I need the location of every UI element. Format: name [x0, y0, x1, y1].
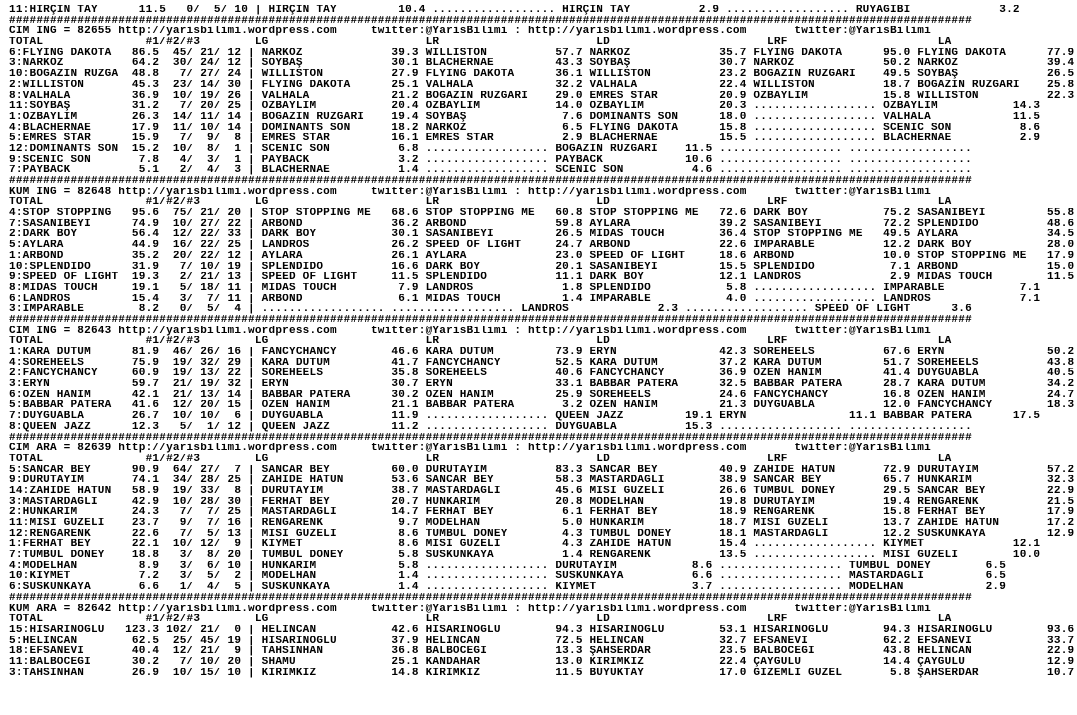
result-row: 11:BALBÖCEĞİ 30.2 7/ 10/ 20 | SHAMU 25.1 KANDAHAR 13.0 KIRIMKIZ 22.4 ÇAYGÜLÜ 14.4 ÇAYGÜLÜ 12.9	[9, 656, 1075, 668]
result-row: 12:DOMINANTS SON 15.2 10/ 8/ 1 | SCENIC SON 6.8 .................. BOĞAZIN RÜZGARI 11.5 .................. ..................	[9, 143, 972, 155]
result-row: 3:NARKOZ 64.2 30/ 24/ 12 | SOYBAŞ 30.1 BLACHERNAE 43.3 SOYBAŞ 30.7 NARKOZ 50.2 NARKOZ 39.4	[9, 58, 1075, 70]
result-row: 11:SOYBAŞ 31.2 7/ 20/ 25 | ÖZBAYLIM 20.4 ÖZBAYLIM 14.0 ÖZBAYLIM 20.3 .................. ÖZBAYLIM 14.3	[9, 101, 1041, 112]
race-header-line: KUM ING = 82648 http://yarisbilimi.wordpress.com twitter:@YarisBilimi : http://yarisbilimi.wordpress.com twitter:@YarisBilimi	[9, 186, 931, 198]
result-row: 10:KIYMET 7.2 3/ 5/ 2 | MODELHAN 1.4 .................. SUSKUNKAYA 6.6 .................. MASTARDAĞLI 6.5	[9, 571, 1007, 583]
result-row: 9:SPEED OF LIGHT 19.3 2/ 21/ 13 | SPEED OF LIGHT 11.5 SPLENDIDO 11.1 DARK BOY 12.1 LANDROS 2.9 MIDAS TOUCH 11.5	[9, 272, 1075, 283]
result-row: 8:MIDAS TOUCH 19.1 5/ 18/ 11 | MIDAS TOUCH 7.9 LANDROS 1.8 SPLENDIDO 5.8 .................. IMPARABLE 7.1	[9, 282, 1041, 294]
column-header-line: TOTAL #1/#2/#3 LG LR LD LRF LA	[9, 453, 952, 465]
separator-line: #############################################################################################################################################	[9, 176, 972, 187]
result-row: 12:RENGARENK 22.6 7/ 5/ 13 | MİSİ GÜZELİ 8.6 TUMBUL DONEY 4.3 TUMBUL DONEY 18.1 MASTARDAĞLI 12.2 SUSKUNKAYA 12.9	[9, 528, 1075, 540]
result-row: 2:HÜNKARIM 24.3 7/ 7/ 25 | MASTARDAĞLI 14.7 FERHAT BEY 6.1 FERHAT BEY 18.9 RENGARENK 15.8 FERHAT BEY 17.9	[9, 507, 1075, 518]
result-row: 4:SOREHEELS 75.9 19/ 32/ 29 | KARA DUTUM 41.7 FANCYCHANCY 52.5 KARA DUTUM 37.2 KARA DUTUM 51.7 SOREHEELS 43.8	[9, 357, 1075, 369]
result-row: 5:SANCAR BEY 90.9 64/ 27/ 7 | SANCAR BEY 60.0 DURUTAYIM 83.3 SANCAR BEY 40.9 ZAHİDE HATUN 72.9 DURUTAYIM 57.2	[9, 464, 1075, 476]
result-row: 4:BLACHERNAE 17.9 11/ 10/ 14 | DOMINANTS SON 18.2 NARKOZ 6.5 FLYING DAKOTA 15.8 .................. SCENIC SON 8.6	[9, 122, 1041, 134]
separator-line: #############################################################################################################################################	[9, 314, 972, 326]
race-header-line: CIM ARA = 82639 http://yarisbilimi.wordpress.com twitter:@YarisBilimi : http://yarisbilimi.wordpress.com twitter:@YarisBilimi	[9, 443, 931, 454]
result-row: 6:ÖZEN HANIM 42.1 21/ 13/ 14 | BABBAR PATERA 30.2 ÖZEN HANIM 25.9 SOREHEELS 24.6 FANCYCHANCY 16.8 ÖZEN HANIM 24.7	[9, 389, 1075, 401]
result-row: 5:AYLARA 44.9 16/ 22/ 25 | LANDROS 26.2 SPEED OF LIGHT 24.7 ARBOND 22.6 IMPARABLE 12.2 DARK BOY 28.0	[9, 240, 1075, 251]
result-row: 11:HIRÇIN TAY 11.5 0/ 5/ 10 | HIRÇIN TAY 10.4 .................. HIRÇIN TAY 2.9 .................. RÜYAGİBİ 3.2	[9, 5, 1020, 16]
result-row: 2:FANCYCHANCY 60.9 19/ 13/ 22 | SOREHEELS 35.8 SOREHEELS 40.6 FANCYCHANCY 36.9 ÖZEN HANIM 41.4 DUYGUABLA 40.5	[9, 368, 1075, 380]
result-row: 18:EFSANEVİ 40.4 12/ 21/ 9 | TAHSİNHAN 36.8 BALBÖCEĞİ 13.3 ŞAHSERDAR 23.5 BALBÖCEĞİ 43.8 HELİNCAN 22.9	[9, 646, 1075, 657]
result-row: 14:ZAHİDE HATUN 58.9 19/ 33/ 8 | DURUTAYIM 38.7 MASTARDAĞLI 45.6 MİSİ GÜZELİ 26.6 TUMBUL DONEY 29.5 SANCAR BEY 22.9	[9, 485, 1075, 497]
result-row: 6:FLYING DAKOTA 86.5 45/ 21/ 12 | NARKOZ 39.3 WILLISTON 57.7 NARKOZ 35.7 FLYING DAKOTA 95.0 FLYING DAKOTA 77.9	[9, 47, 1075, 59]
result-row: 7:DUYGUABLA 26.7 10/ 10/ 6 | DUYGUABLA 11.9 .................. QUEEN JAZZ 19.1 ERYN 11.1 BABBAR PATERA 17.5	[9, 411, 1041, 422]
result-row: 6:LANDROS 15.4 3/ 7/ 11 | ARBOND 6.1 MIDAS TOUCH 1.4 IMPARABLE 4.0 .................. LANDROS 7.1	[9, 293, 1041, 305]
result-row: 7:TUMBUL DONEY 18.8 3/ 8/ 20 | TUMBUL DONEY 5.8 SUSKUNKAYA 1.4 RENGARENK 13.5 .................. MİSİ GÜZELİ 10.0	[9, 550, 1041, 561]
result-row: 8:QUEEN JAZZ 12.3 5/ 1/ 12 | QUEEN JAZZ 11.2 .................. DUYGUABLA 15.3 .................. ..................	[9, 421, 972, 433]
result-row: 3:ERYN 59.7 21/ 19/ 32 | ERYN 30.7 ERYN 33.1 BABBAR PATERA 32.5 BABBAR PATERA 28.7 KARA DUTUM 34.2	[9, 379, 1075, 390]
race-header-line: CIM ING = 82655 http://yarisbilimi.wordpress.com twitter:@YarisBilimi : http://yarisbilimi.wordpress.com twitter:@YarisBilimi	[9, 26, 931, 38]
race-header-line: KUM ARA = 82642 http://yarisbilimi.wordpress.com twitter:@YarisBilimi : http://yarisbilimi.wordpress.com twitter:@YarisBilimi	[9, 603, 931, 615]
column-header-line: TOTAL #1/#2/#3 LG LR LD LRF LA	[9, 197, 952, 209]
result-row: 2:DARK BOY 56.4 12/ 22/ 33 | DARK BOY 30.1 SASANİBEYİ 26.5 MIDAS TOUCH 36.4 STOP STOPPING ME 49.5 AYLARA 34.5	[9, 229, 1075, 241]
result-row: 3:MASTARDAĞLI 42.9 10/ 28/ 30 | FERHAT BEY 20.7 HÜNKARIM 20.8 MODELHAN 19.8 DURUTAYIM 19.4 RENGARENK 21.5	[9, 496, 1075, 508]
result-row: 2:WILLISTON 45.3 23/ 14/ 30 | FLYING DAKOTA 25.1 VALHALA 32.2 VALHALA 22.4 WILLISTON 18.7 BOĞAZIN RÜZGARI 25.8	[9, 79, 1075, 91]
result-row: 3:TAHSİNHAN 26.9 10/ 15/ 10 | KIRIMKIZ 14.8 KIRIMKIZ 11.5 BÜYÜKTAY 17.0 GİZEMLİ GÜZEL 5.8 ŞAHSERDAR 10.7	[9, 667, 1075, 679]
separator-line: #############################################################################################################################################	[9, 592, 972, 604]
separator-line: #############################################################################################################################################	[9, 432, 972, 444]
result-row: 5:HELİNCAN 62.5 25/ 45/ 19 | HİSARINOĞLU 37.9 HELİNCAN 72.5 HELİNCAN 32.7 EFSANEVİ 62.2 EFSANEVİ 33.7	[9, 635, 1075, 647]
result-row: 6:SUSKUNKAYA 6.6 1/ 4/ 5 | SUSKUNKAYA 1.4 .................. KIYMET 3.7 .................. MODELHAN 2.9	[9, 582, 1007, 593]
result-row: 3:IMPARABLE 8.2 0/ 5/ 4 | .................. .................. LANDROS 2.3 .................. SPEED OF LIGHT 3.6	[9, 304, 972, 315]
result-row: 15:HİSARINOĞLU 123.3 102/ 21/ 0 | HELİNCAN 42.6 HİSARINOĞLU 94.3 HİSARINOĞLU 53.1 HİSARINOĞLU 94.3 HİSARINOĞLU 93.6	[9, 624, 1075, 636]
result-row: 5:BABBAR PATERA 41.6 12/ 20/ 15 | ÖZEN HANIM 21.1 BABBAR PATERA 3.2 ÖZEN HANIM 21.3 DUYGUABLA 12.0 FANCYCHANCY 18.3	[9, 400, 1075, 412]
result-row: 1:FERHAT BEY 22.1 10/ 12/ 9 | KIYMET 8.6 MİSİ GÜZELİ 4.3 ZAHİDE HATUN 15.4 .................. KIYMET 12.1	[9, 539, 1041, 551]
result-row: 8:VALHALA 36.9 10/ 19/ 26 | VALHALA 21.2 BOĞAZIN RÜZGARI 29.0 EMRES STAR 20.9 ÖZBAYLIM 15.8 WILLISTON 22.3	[9, 90, 1075, 102]
result-row: 11:MİSİ GÜZELİ 23.7 9/ 7/ 16 | RENGARENK 9.7 MODELHAN 5.0 HÜNKARIM 18.7 MİSİ GÜZELİ 13.7 ZAHİDE HATUN 17.2	[9, 518, 1075, 529]
result-row: 7:SASANİBEYİ 74.9 10/ 27/ 22 | ARBOND 36.2 ARBOND 59.8 AYLARA 39.2 SASANİBEYİ 72.2 SPLENDIDO 48.6	[9, 218, 1075, 230]
result-row: 10:BOĞAZIN RÜZGA 48.8 7/ 27/ 24 | WILLISTON 27.9 FLYING DAKOTA 36.1 WILLISTON 23.2 BOĞAZIN RÜZGARI 49.5 SOYBAŞ 26.5	[9, 69, 1075, 80]
column-header-line: TOTAL #1/#2/#3 LG LR LD LRF LA	[9, 37, 952, 48]
result-row: 5:EMRES STAR 15.9 7/ 9/ 8 | EMRES STAR 16.1 EMRES STAR 2.9 BLACHERNAE 15.5 .................. BLACHERNAE 2.9	[9, 133, 1041, 144]
result-row: 9:DURUTAYIM 74.1 34/ 28/ 25 | ZAHİDE HATUN 53.6 SANCAR BEY 58.3 MASTARDAĞLI 38.9 SANCAR BEY 65.7 HÜNKARIM 32.3	[9, 475, 1075, 486]
result-row: 10:SPLENDIDO 31.9 7/ 10/ 19 | SPLENDIDO 16.6 DARK BOY 20.1 SASANİBEYİ 15.5 SPLENDIDO 7.1 ARBOND 15.0	[9, 261, 1075, 273]
separator-line: #############################################################################################################################################	[9, 15, 972, 27]
result-row: 9:SCENIC SON 7.8 4/ 3/ 1 | PAYBACK 3.2 .................. PAYBACK 10.6 .................. ..................	[9, 154, 972, 166]
result-row: 1:ARBOND 35.2 20/ 22/ 12 | AYLARA 26.1 AYLARA 23.0 SPEED OF LIGHT 18.6 ARBOND 10.0 STOP STOPPING ME 17.9	[9, 250, 1075, 262]
column-header-line: TOTAL #1/#2/#3 LG LR LD LRF LA	[9, 336, 952, 347]
race-header-line: CIM ING = 82643 http://yarisbilimi.wordpress.com twitter:@YarisBilimi : http://yarisbilimi.wordpress.com twitter:@YarisBilimi	[9, 325, 931, 337]
result-row: 1:KARA DUTUM 81.9 46/ 26/ 16 | FANCYCHANCY 46.6 KARA DUTUM 73.9 ERYN 42.3 SOREHEELS 67.6 ERYN 50.2	[9, 347, 1075, 358]
result-row: 4:STOP STOPPING 95.6 75/ 21/ 20 | STOP STOPPING ME 68.6 STOP STOPPING ME 60.8 STOP STOPPING ME 72.6 DARK BOY 75.2 SASANİBEYİ 55.8	[9, 208, 1075, 219]
result-row: 1:ÖZBAYLIM 26.3 14/ 11/ 14 | BOĞAZIN RÜZGARI 19.4 SOYBAŞ 7.6 DOMINANTS SON 18.0 .................. VALHALA 11.5	[9, 111, 1041, 123]
result-row: 4:MODELHAN 8.9 3/ 6/ 10 | HÜNKARIM 5.8 .................. DURUTAYIM 8.6 .................. TUMBUL DONEY 6.5	[9, 560, 1007, 572]
column-header-line: TOTAL #1/#2/#3 LG LR LD LRF LA	[9, 614, 952, 625]
result-row: 7:PAYBACK 5.1 2/ 4/ 3 | BLACHERNAE 1.4 .................. SCENIC SON 4.6 .................. ..................	[9, 165, 972, 176]
